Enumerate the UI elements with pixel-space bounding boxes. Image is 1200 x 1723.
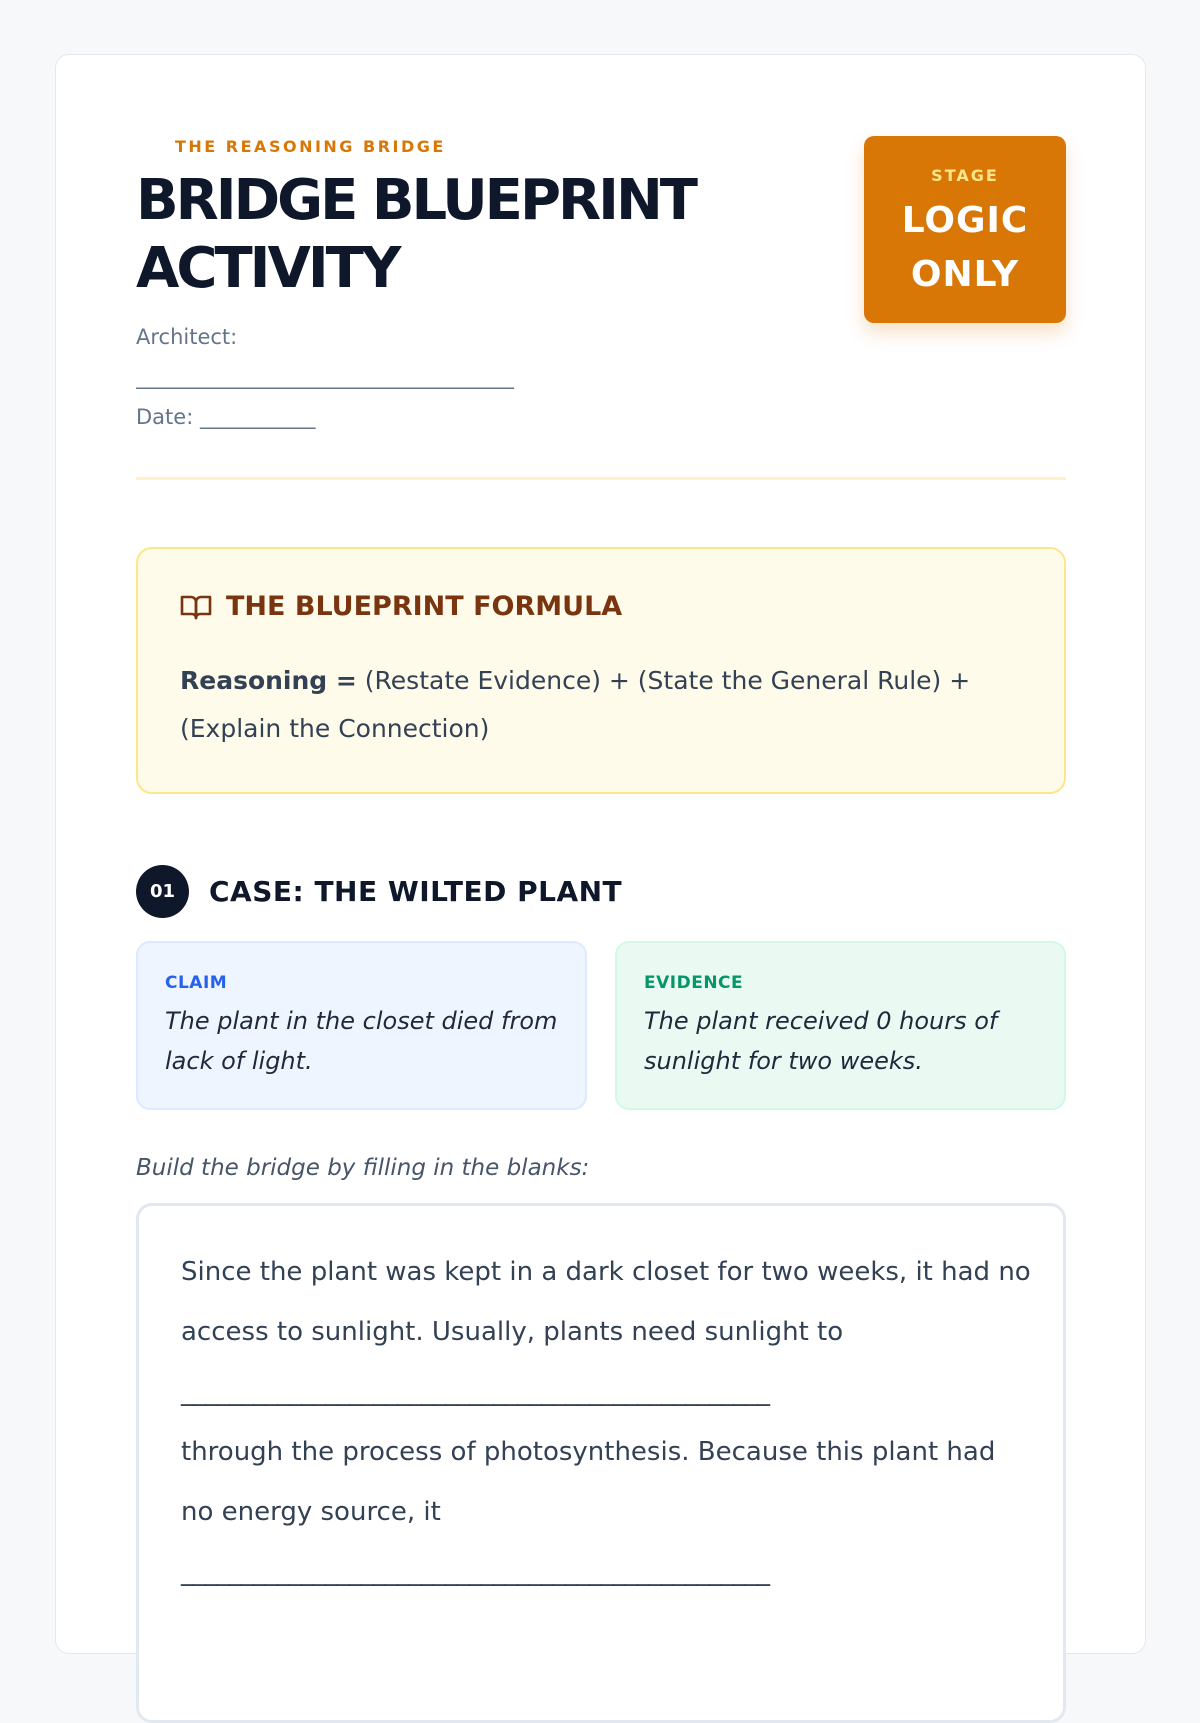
evidence-card [615,941,1066,1110]
fill-blank-2[interactable]: _________________________________________________ [181,1557,769,1587]
worksheet-card [55,54,1146,1654]
evidence-label: EVIDENCE [644,973,744,993]
stage-label: STAGE [931,166,999,185]
formula-panel [136,547,1066,794]
eyebrow-label: THE REASONING BRIDGE [175,137,446,156]
architect-blank[interactable]: ____________________________________ [136,365,514,389]
fill-in-text [181,1242,1031,1602]
stage-value [864,194,1066,302]
case-title: CASE: THE WILTED PLANT [209,875,623,908]
meta-fields [136,317,856,437]
formula-text [180,657,1020,753]
case-number-badge: 01 [136,865,189,918]
fill-blank-1[interactable]: _________________________________________________ [181,1377,769,1407]
formula-title: THE BLUEPRINT FORMULA [226,591,623,622]
formula-body: (Restate Evidence) + (State the General Rule) + (Explain the Connection) [180,666,971,743]
claim-label: CLAIM [165,973,228,993]
stage-badge [864,136,1066,323]
formula-lead: Reasoning = [180,666,357,695]
formula-header [180,591,622,622]
book-open-icon [180,593,212,621]
case-header [136,865,622,918]
claim-text: The plant in the closet died from lack of light. [165,1007,558,1075]
claim-card [136,941,587,1110]
architect-label: Architect: [136,325,238,349]
instruction-text: Build the bridge by filling in the blanks: [136,1155,590,1181]
date-field[interactable]: Date: ___________ [136,405,316,429]
evidence-text: The plant received 0 hours of sunlight for two weeks. [644,1007,998,1075]
fill-in-panel [136,1203,1066,1723]
stage-value-line1: LOGIC [901,200,1029,241]
header-divider [136,477,1066,480]
stage-value-line2: ONLY [910,254,1020,295]
fill-line-1: Since the plant was kept in a dark closet for two weeks, it had no access to sunlight. Usually, plants need sunlight to [181,1257,1031,1347]
fill-line-2: through the process of photosynthesis. Because this plant had no energy source, it [181,1437,996,1527]
page-title: BRIDGE BLUEPRINT ACTIVITY [136,168,696,301]
